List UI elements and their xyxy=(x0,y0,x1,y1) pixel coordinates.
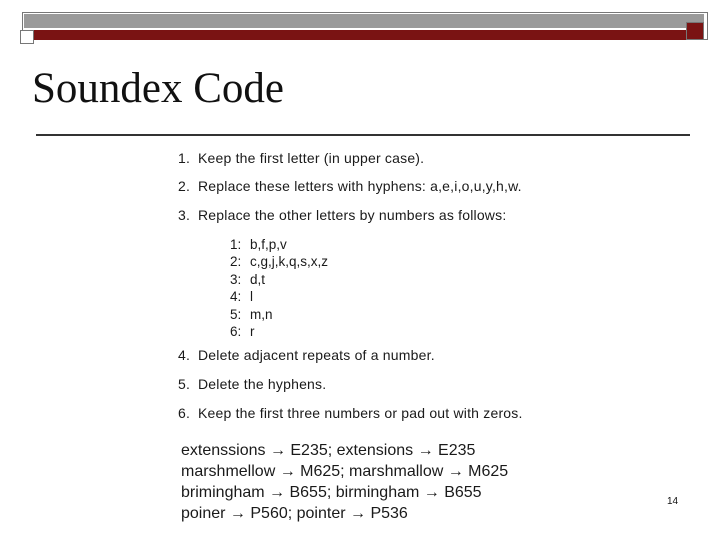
code-row xyxy=(230,323,328,340)
code-letters: l xyxy=(250,289,253,305)
code-row xyxy=(230,288,328,305)
header-bar-grey-stripe xyxy=(24,14,704,28)
code-letters: c,g,j,k,q,s,x,z xyxy=(250,254,329,270)
code-letters: m,n xyxy=(250,306,273,322)
step-text: Replace these letters with hyphens: a,e,i,o,u,y,h,w. xyxy=(198,178,522,194)
header-bar-left-square xyxy=(20,30,34,44)
step-item xyxy=(178,207,506,223)
step-number: 6. xyxy=(178,405,191,421)
title-divider xyxy=(36,134,690,136)
code-row xyxy=(230,236,328,253)
step-number: 3. xyxy=(178,207,191,223)
letter-code-table xyxy=(230,236,328,340)
step-item xyxy=(178,376,326,392)
code-digit: 5: xyxy=(230,306,242,322)
code-letters: r xyxy=(250,323,255,339)
step-number: 1. xyxy=(178,150,191,166)
step-item xyxy=(178,178,522,194)
step-text: Delete adjacent repeats of a number. xyxy=(198,347,435,363)
step-item xyxy=(178,347,435,363)
header-decoration-bar xyxy=(0,12,720,40)
step-text: Keep the first three numbers or pad out with zeros. xyxy=(198,405,523,421)
example-line: marshmellow → M625; marshmallow → M625 xyxy=(181,463,509,480)
code-digit: 1: xyxy=(230,237,242,252)
example-line: brimingham → B655; birmingham → B655 xyxy=(181,484,482,501)
code-digit: 6: xyxy=(230,323,242,339)
step-item xyxy=(178,150,424,166)
example-line: poiner → P560; pointer → P536 xyxy=(181,505,408,522)
header-bar-red-stripe xyxy=(24,30,704,40)
code-row xyxy=(230,271,328,288)
code-row xyxy=(230,253,328,270)
step-text: Replace the other letters by numbers as follows: xyxy=(198,207,507,223)
step-number: 4. xyxy=(178,347,191,363)
code-letters: b,f,p,v xyxy=(250,237,287,252)
code-digit: 2: xyxy=(230,254,242,270)
example-line: extenssions → E235; extensions → E235 xyxy=(181,442,476,459)
code-letters: d,t xyxy=(250,271,266,287)
header-bar-right-square xyxy=(686,22,704,40)
step-number: 2. xyxy=(178,178,191,194)
soundex-examples xyxy=(181,440,508,524)
code-digit: 4: xyxy=(230,289,242,305)
code-row xyxy=(230,306,328,323)
code-digit: 3: xyxy=(230,271,242,287)
step-text: Keep the first letter (in upper case). xyxy=(198,150,425,166)
page-number: 14 xyxy=(667,496,679,507)
step-number: 5. xyxy=(178,376,191,392)
slide-title: Soundex Code xyxy=(32,65,285,112)
step-item xyxy=(178,405,523,421)
step-text: Delete the hyphens. xyxy=(198,376,327,392)
